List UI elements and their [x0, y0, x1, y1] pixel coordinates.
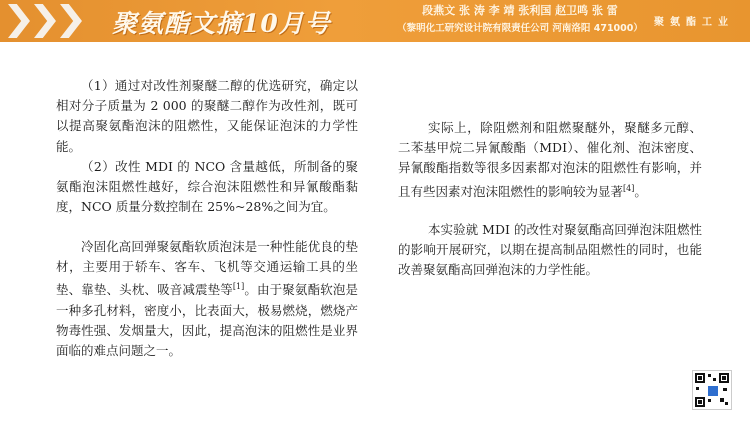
factors-text-b: 。: [634, 183, 647, 199]
page-title: 聚氨酯文摘10月号: [112, 9, 331, 38]
citation-ref-1: [1]: [232, 282, 245, 292]
conclusion-paragraph-2: （2）改性 MDI 的 NCO 含量越低，所制备的聚氨酯泡沫阻燃性越好，综合泡沫阻燃性和异氰酸酯黏度，NCO 质量分数控制在 25%~28%之间为宜。: [56, 159, 358, 215]
conclusion-paragraph-1: （1）通过对改性剂聚醚二醇的优选研究，确定以相对分子质量为 2 000 的聚醚二醇作为改性剂，既可以提高聚氨酯泡沫的阻燃性，又能保证泡沫的力学性能。: [56, 78, 358, 154]
factors-paragraph: [398, 118, 702, 202]
citation-ref-4: [4]: [623, 183, 635, 193]
factors-text-a: 实际上，除阻燃剂和阻燃聚醚外，聚醚多元醇、二苯基甲烷二异氰酸酯（MDI）、催化剂、泡沫密度、异氰酸酯指数等很多因素都对泡沫的阻燃性有影响，并且有些因素对泡沫阻燃性的影响较为显著: [398, 120, 702, 199]
chevron-decoration: [0, 0, 110, 42]
journal-name: 聚氨酯工业: [654, 17, 734, 28]
app-logo-icon: [707, 385, 719, 397]
aim-paragraph: 本实验就 MDI 的改性对聚氨酯高回弹泡沫阻燃性的影响开展研究，以期在提高制品阻燃性的同时，也能改善聚氨酯高回弹泡沫的力学性能。: [398, 222, 702, 278]
intro-text-a: 冷固化高回弹聚氨酯软质泡沫是一种性能优良的垫材，主要用于轿车、客车、飞机等交通运输工具的坐垫、靠垫、头枕、吸音减震垫等: [56, 239, 358, 298]
affiliation: （黎明化工研究设计院有限责任公司 河南洛阳 471000）: [397, 23, 643, 34]
chevron-right-icon: [60, 4, 82, 38]
header-banner: [0, 0, 750, 42]
chevron-right-icon: [8, 4, 30, 38]
intro-text-b: 。由于聚氨酯软泡是一种多孔材料，密度小，比表面大，极易燃烧，燃烧产物毒性强、发烟量大，因此，提高泡沫的阻燃性是业界面临的难点问题之一。: [56, 282, 358, 359]
qr-code-icon: [692, 370, 732, 410]
author-list: 段燕文 张 涛 李 靖 张利国 赵卫鸣 张 雷: [422, 4, 618, 17]
chevron-right-icon: [34, 4, 56, 38]
intro-paragraph: [56, 237, 358, 361]
